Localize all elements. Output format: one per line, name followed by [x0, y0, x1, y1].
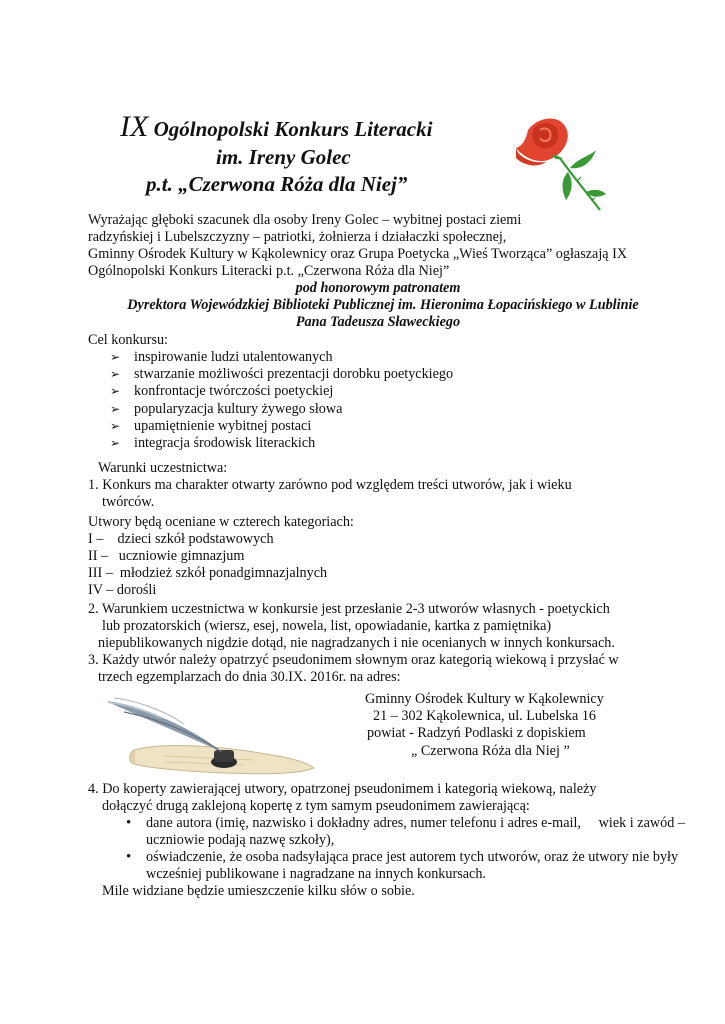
rule-2: 2. Warunkiem uczestnictwa w konkursie jest przesłanie 2-3 utworów własnych - poetyckich — [88, 601, 610, 617]
rule-4: 4. Do koperty zawierającej utwory, opatrzonej pseudonimem i kategorią wiekową, należy — [88, 781, 597, 797]
categories-heading: Utwory będą oceniane w czterech kategoriach: — [88, 514, 354, 530]
title-line-3: p.t. „Czerwona Róża dla Niej” — [146, 172, 408, 196]
category-item: I – dzieci szkół podstawowych — [88, 531, 274, 547]
contest-goals — [88, 332, 688, 452]
list-item: ➢ upamiętnienie wybitnej postaci — [110, 418, 688, 435]
quill-and-scroll-illustration — [104, 690, 354, 782]
category-item: IV – dorośli — [88, 582, 157, 598]
conditions-heading: Warunki uczestnictwa: — [98, 460, 228, 476]
title-line-2: im. Ireny Golec — [216, 145, 351, 169]
list-item: ➢ integracja środowisk literackich — [110, 435, 688, 452]
list-item: • oświadczenie, że osoba nadsyłająca prace jest autorem tych utworów, oraz że utwory nie były wcześniej publikowane i nagradzane na innych konkursach. — [124, 849, 688, 883]
goals-heading: Cel konkursu: — [88, 332, 168, 348]
list-item: ➢ stwarzanie możliwości prezentacji dorobku poetyckiego — [110, 366, 688, 383]
edition-number: IX — [120, 110, 149, 143]
goals-list — [110, 349, 688, 452]
participation-conditions: Warunki uczestnictwa: 1. Konkurs ma charakter otwarty zarówno pod względem treści utworów, jak i wieku twórców. — [88, 460, 688, 511]
red-rose-illustration — [508, 110, 616, 218]
list-item: ➢ konfrontacje twórczości poetyckiej — [110, 383, 688, 400]
category-item: III – młodzież szkół ponadgimnazjalnych — [88, 565, 328, 581]
contest-title — [120, 112, 520, 198]
title-line-1: IX Ogólnopolski Konkurs Literacki — [120, 110, 433, 143]
rule-1: 1. Konkurs ma charakter otwarty zarówno pod względem treści utworów, jak i wieku — [88, 477, 572, 493]
rule-3: 3. Każdy utwór należy opatrzyć pseudonimem słownym oraz kategorią wiekową i przysłać w — [88, 652, 619, 668]
list-item: ➢ inspirowanie ludzi utalentowanych — [110, 349, 688, 366]
list-item: • dane autora (imię, nazwisko i dokładny adres, numer telefonu i adres e-mail, wiek i zawód – uczniowie podają nazwę szkoły), — [124, 815, 688, 849]
submission-rules: 2. Warunkiem uczestnictwa w konkursie jest przesłanie 2-3 utworów własnych - poetyckich lub prozatorskich (wiersz, esej, nowela, list, opowiadanie, kartka z pamiętnika) niepublikowanych nigdzie dotąd, nie nagradzanych i nie ocenianych w innych konkursach. 3. Każdy utwór należy opatrzyć pseudonimem słownym oraz kategorią wiekową i przysłać w trzech egzemplarzach do dnia 30.IX. 2016r. na adres: — [88, 601, 688, 686]
honorary-patronage: pod honorowym patronatem Dyrektora Wojewódzkiej Biblioteki Publicznej im. Hieronima Łopacińskiego w Lublinie Pana Tadeusza Sławeckiego — [127, 280, 639, 330]
mailing-address: Gminny Ośrodek Kultury w Kąkolewnicy 21 – 302 Kąkolewnica, ul. Lubelska 16 powiat - Radzyń Podlaski z dopiskiem „ Czerwona Róża dla Niej ” — [365, 691, 604, 759]
category-item: II – uczniowie gimnazjum — [88, 548, 245, 564]
closing-note: Mile widziane będzie umieszczenie kilku słów o sobie. — [102, 883, 415, 899]
list-item: ➢ popularyzacja kultury żywego słowa — [110, 401, 688, 418]
age-categories — [88, 514, 688, 599]
intro-paragraph: Wyrażając głęboki szacunek dla osoby Ireny Golec – wybitnej postaci ziemi radzyńskiej i Lubelszczyzny – patriotki, żołnierza i działaczki społecznej, Gminny Ośrodek Kultury w Kąkolewnicy oraz Grupa Poetycka „Wieś Tworząca” ogłaszają IX Ogólnopolski Konkurs Literacki p.t. „Czerwona Róża dla Niej” — [88, 212, 628, 279]
required-info-list — [124, 815, 688, 883]
envelope-instructions: 4. Do koperty zawierającej utwory, opatrzonej pseudonimem i kategorią wiekową, należy dołączyć drugą zaklejoną kopertę z tym samym pseudonimem zawierającą: • dane autora (imię, nazwisko i dokładny adres, numer telefonu i adres e-mail, wiek i zawód – uczniowie podają nazwę szkoły), • oświadczenie, że osoba nadsyłająca prace jest autorem tych utworów, oraz że utwory nie były wcześniej publikowane i nagradzane na innych konkursach. Mile widziane będzie umieszczenie kilku słów o sobie. — [88, 781, 688, 900]
